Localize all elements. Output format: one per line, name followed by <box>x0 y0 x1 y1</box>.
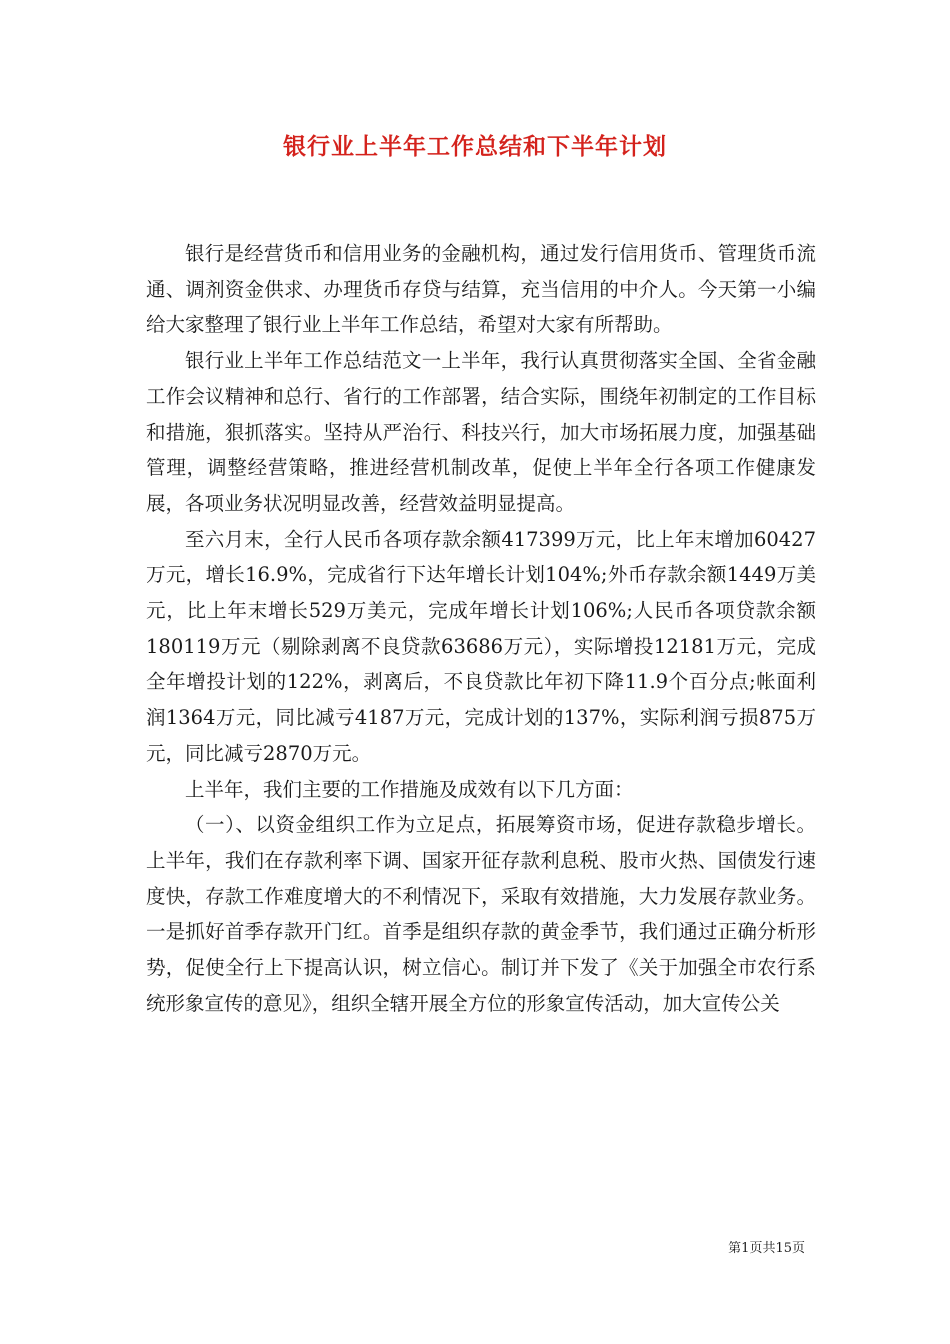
paragraph-intro: 银行是经营货币和信用业务的金融机构，通过发行信用货币、管理货币流通、调剂资金供求、办理货币存贷与结算，充当信用的中介人。今天第一小编给大家整理了银行业上半年工作总结，希望对大家有所帮助。 <box>146 242 816 337</box>
paragraph-summary: 银行业上半年工作总结范文一上半年，我行认真贯彻落实全国、全省金融工作会议精神和总行、省行的工作部署，结合实际，围绕年初制定的工作目标和措施，狠抓落实。坚持从严治行、科技兴行，加大市场拓展力度，加强基础管理，调整经营策略，推进经营机制改革，促使上半年全行各项工作健康发展，各项业务状况明显改善，经营效益明显提高。 <box>146 349 816 515</box>
document-title: 银行业上半年工作总结和下半年计划 <box>283 133 667 160</box>
paragraph-measure-one: （一）、以资金组织工作为立足点，拓展筹资市场，促进存款稳步增长。上半年，我们在存款利率下调、国家开征存款利息税、股市火热、国债发行速度快，存款工作难度增大的不利情况下，采取有效措施，大力发展存款业务。一是抓好首季存款开门红。首季是组织存款的黄金季节，我们通过正确分析形势，促使全行上下提高认识，树立信心。制订并下发了《关于加强全市农行系统形象宣传的意见》，组织全辖开展全方位的形象宣传活动，加大宣传公关 <box>146 813 816 1015</box>
document-body <box>146 236 816 1021</box>
paragraph-figures: 至六月末，全行人民币各项存款余额417399万元，比上年末增加60427万元，增长16.9%，完成省行下达年增长计划104%;外币存款余额1449万美元，比上年末增长529万美元，完成年增长计划106%;人民币各项贷款余额180119万元（剔除剥离不良贷款63686万元），实际增投12181万元，完成全年增投计划的122%，剥离后，不良贷款比年初下降11.9个百分点;帐面利润1364万元，同比减亏4187万元，完成计划的137%，实际利润亏损875万元，同比减亏2870万元。 <box>146 527 816 765</box>
paragraph-measures-intro: 上半年，我们主要的工作措施及成效有以下几方面： <box>185 777 634 801</box>
page-number: 第1页共15页 <box>728 1241 805 1256</box>
